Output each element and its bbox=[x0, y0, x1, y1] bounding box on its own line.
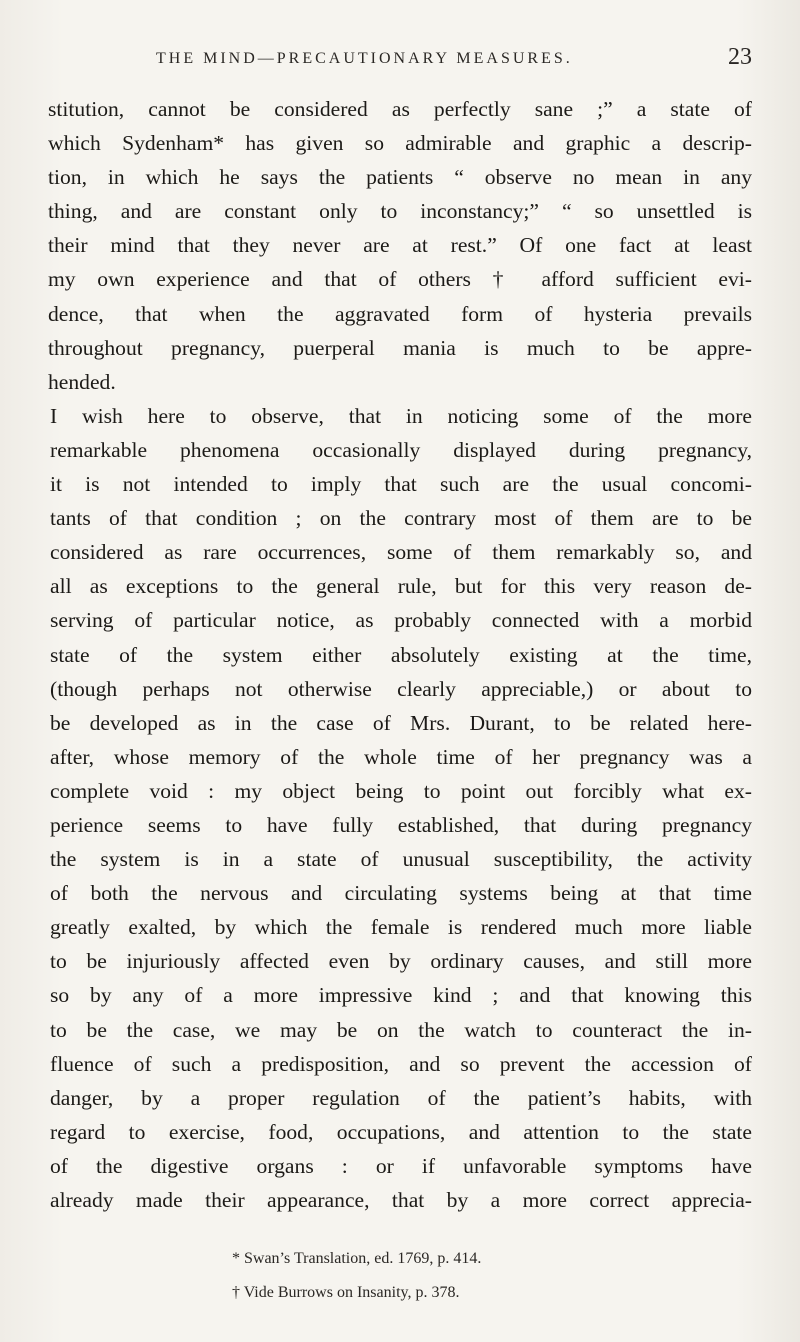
text-line: danger, by a proper regulation of the patient’s habits, with bbox=[50, 1085, 752, 1110]
text-line: thing, and are constant only to inconstancy;” “ so unsettled is bbox=[48, 199, 752, 224]
text-line: so by any of a more impressive kind ; and that knowing this bbox=[50, 983, 752, 1008]
text-line: greatly exalted, by which the female is rendered much more liable bbox=[50, 915, 752, 940]
text-line: tants of that condition ; on the contrary most of them are to be bbox=[50, 506, 752, 531]
text-line: remarkable phenomena occasionally displayed during pregnancy, bbox=[50, 437, 752, 462]
text-line: state of the system either absolutely existing at the time, bbox=[50, 642, 752, 667]
text-line: already made their appearance, that by a more correct apprecia- bbox=[50, 1188, 752, 1212]
text-line: tion, in which he says the patients “ observe no mean in any bbox=[48, 165, 752, 190]
text-line: fluence of such a predisposition, and so prevent the accession of bbox=[50, 1051, 752, 1076]
text-line: dence, that when the aggravated form of hysteria prevails bbox=[48, 301, 752, 326]
text-line: serving of particular notice, as probably connected with a morbid bbox=[50, 608, 752, 633]
footnote-1: * Swan’s Translation, ed. 1769, p. 414. bbox=[232, 1250, 482, 1267]
page-number: 23 bbox=[728, 44, 752, 70]
text-line: all as exceptions to the general rule, but for this very reason de- bbox=[50, 574, 752, 599]
text-line: hended. bbox=[48, 369, 116, 394]
running-title: THE MIND—PRECAUTIONARY MEASURES. bbox=[156, 50, 573, 67]
text-line: (though perhaps not otherwise clearly appreciable,) or about to bbox=[50, 676, 752, 701]
text-line: of the digestive organs : or if unfavorable symptoms have bbox=[50, 1153, 752, 1178]
text-line: the system is in a state of unusual susceptibility, the activity bbox=[50, 847, 752, 872]
running-head bbox=[48, 44, 752, 74]
text-line: it is not intended to imply that such are the usual concomi- bbox=[50, 472, 752, 497]
text-line: considered as rare occurrences, some of them remarkably so, and bbox=[50, 540, 752, 565]
text-line: stitution, cannot be considered as perfectly sane ;” a state of bbox=[48, 97, 752, 121]
footnote-2: † Vide Burrows on Insanity, p. 378. bbox=[232, 1284, 460, 1301]
text-line: after, whose memory of the whole time of her pregnancy was a bbox=[50, 744, 752, 769]
text-line: my own experience and that of others † afford sufficient evi- bbox=[48, 267, 752, 292]
text-line: to be the case, we may be on the watch to counteract the in- bbox=[50, 1017, 752, 1042]
text-line: regard to exercise, food, occupations, and attention to the state bbox=[50, 1119, 752, 1144]
text-line: throughout pregnancy, puerperal mania is much to be appre- bbox=[48, 335, 752, 360]
text-line: of both the nervous and circulating systems being at that time bbox=[50, 881, 752, 906]
text-line: their mind that they never are at rest.” Of one fact at least bbox=[48, 233, 752, 258]
paragraph-1 bbox=[48, 92, 752, 399]
text-line: I wish here to observe, that in noticing some of the more bbox=[50, 403, 752, 428]
text-line: complete void : my object being to point out forcibly what ex- bbox=[50, 778, 752, 803]
text-line: to be injuriously affected even by ordinary causes, and still more bbox=[50, 949, 752, 974]
text-line: be developed as in the case of Mrs. Durant, to be related here- bbox=[50, 710, 752, 735]
text-line: which Sydenham* has given so admirable and graphic a descrip- bbox=[48, 131, 752, 156]
text-line: perience seems to have fully established, that during pregnancy bbox=[50, 812, 752, 837]
paragraph-2 bbox=[48, 399, 752, 1217]
body-text bbox=[48, 92, 752, 1217]
